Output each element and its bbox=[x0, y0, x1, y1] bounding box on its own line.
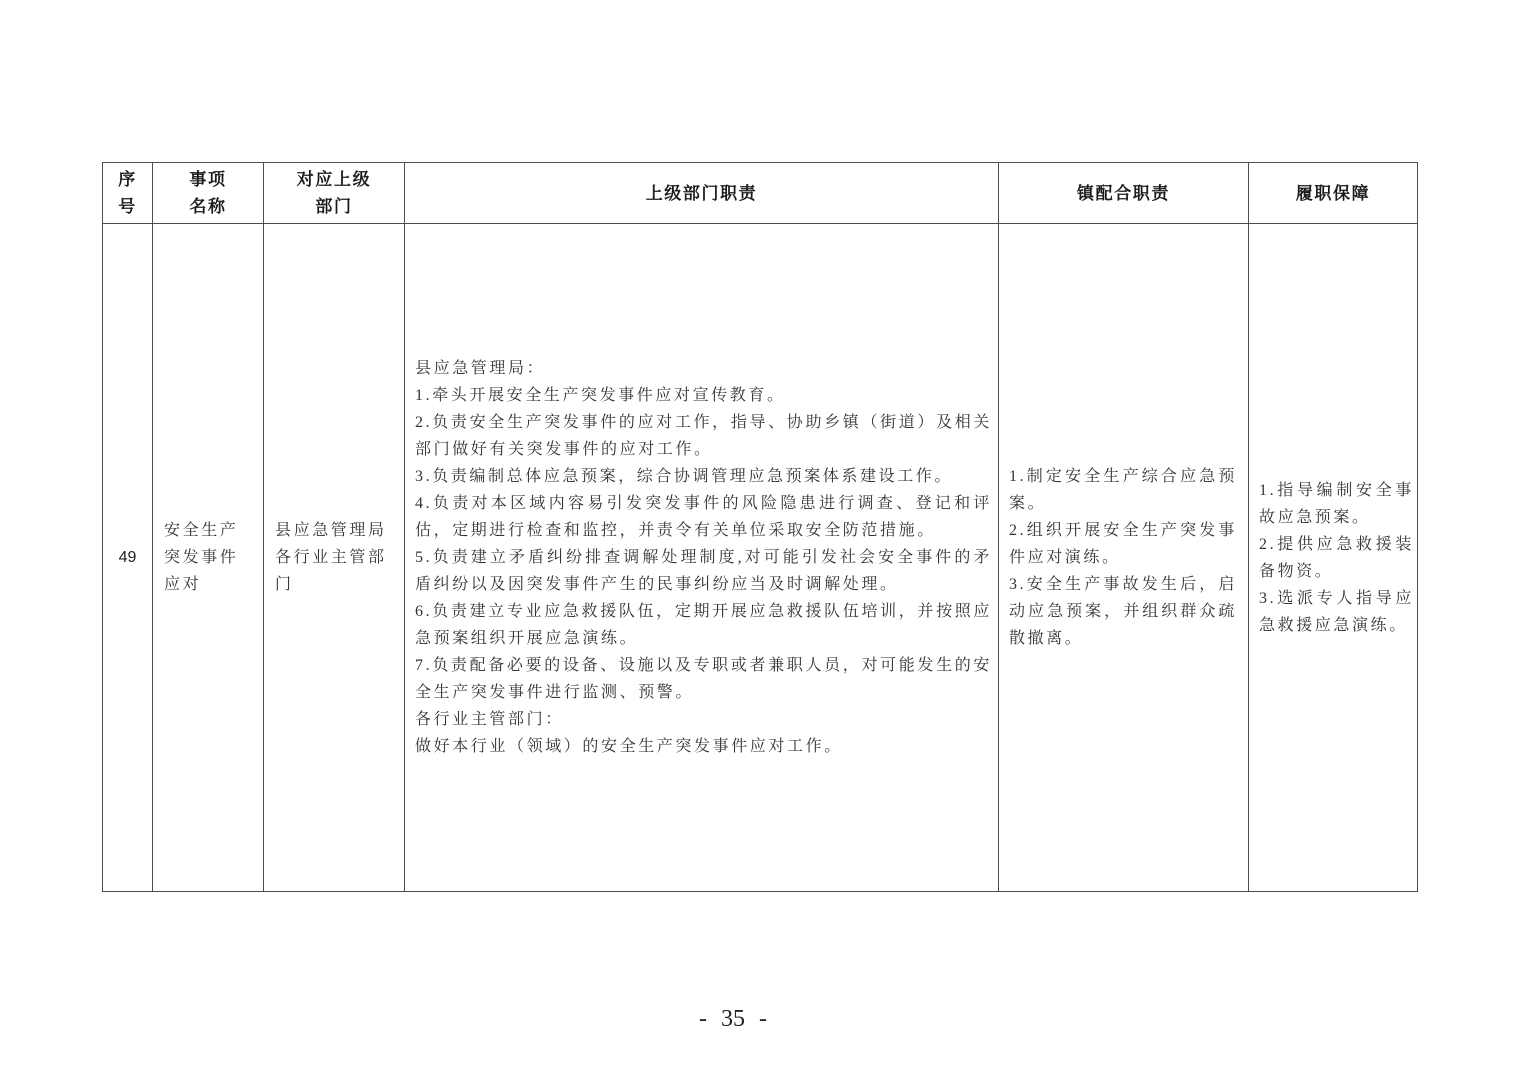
header-town-duties-label: 镇配合职责 bbox=[1077, 183, 1170, 203]
row-superior-dept: 县应急管理局各行业主管部门 bbox=[275, 522, 387, 593]
duty-paragraph: 6.负责建立专业应急救援队伍，定期开展应急救援队伍培训，并按照应急预案组织开展应急演练。 bbox=[415, 603, 992, 647]
duty-paragraph: 5.负责建立矛盾纠纷排查调解处理制度,对可能引发社会安全事件的矛盾纠纷以及因突发事件产生的民事纠纷应当及时调解处理。 bbox=[415, 549, 992, 593]
duty-section-heading: 县应急管理局： bbox=[415, 360, 546, 377]
row-item-name: 安全生产突发事件应对 bbox=[164, 522, 239, 593]
header-cell-item-name bbox=[152, 162, 263, 223]
duty-paragraph: 2.负责安全生产突发事件的应对工作，指导、协助乡镇（街道）及相关部门做好有关突发事件的应对工作。 bbox=[415, 414, 992, 458]
row-seq: 49 bbox=[118, 549, 137, 566]
duty-table bbox=[102, 162, 1418, 892]
row-seq-cell bbox=[102, 223, 152, 892]
duty-paragraph: 3.负责编制总体应急预案，综合协调管理应急预案体系建设工作。 bbox=[415, 468, 954, 485]
header-superior-duties-label: 上级部门职责 bbox=[645, 183, 758, 203]
town-duty-paragraph: 2.组织开展安全生产突发事件应对演练。 bbox=[1009, 522, 1237, 566]
header-superior-dept-label: 对应上级部门 bbox=[296, 170, 372, 216]
header-cell-guarantee bbox=[1248, 162, 1418, 223]
header-item-name-label: 事项名称 bbox=[189, 170, 227, 216]
row-superior-duties-cell bbox=[404, 223, 998, 892]
row-town-duties-cell bbox=[998, 223, 1248, 892]
header-guarantee-label: 履职保障 bbox=[1295, 183, 1371, 203]
duty-paragraph: 1.牵头开展安全生产突发事件应对宣传教育。 bbox=[415, 387, 786, 404]
header-cell-superior-dept bbox=[263, 162, 404, 223]
row-guarantee-cell bbox=[1248, 223, 1418, 892]
page-number: - 35 - bbox=[699, 1006, 767, 1032]
header-cell-town-duties bbox=[998, 162, 1248, 223]
row-superior-dept-cell bbox=[263, 223, 404, 892]
header-cell-superior-duties bbox=[404, 162, 998, 223]
guarantee-paragraph: 2.提供应急救援装备物资。 bbox=[1259, 535, 1414, 580]
town-duty-paragraph: 1.制定安全生产综合应急预案。 bbox=[1009, 468, 1237, 512]
guarantee-paragraph: 1.指导编制安全事故应急预案。 bbox=[1259, 481, 1414, 526]
header-seq-label: 序号 bbox=[118, 170, 137, 216]
duty-paragraph: 4.负责对本区域内容易引发突发事件的风险隐患进行调查、登记和评估，定期进行检查和监控，并责令有关单位采取安全防范措施。 bbox=[415, 495, 992, 539]
town-duty-paragraph: 3.安全生产事故发生后，启动应急预案，并组织群众疏散撤离。 bbox=[1009, 576, 1237, 647]
duty-paragraph: 做好本行业（领域）的安全生产突发事件应对工作。 bbox=[415, 738, 843, 755]
duty-paragraph: 7.负责配备必要的设备、设施以及专职或者兼职人员，对可能发生的安全生产突发事件进行监测、预警。 bbox=[415, 657, 992, 701]
duty-section-heading: 各行业主管部门： bbox=[415, 711, 564, 728]
header-cell-seq bbox=[102, 162, 152, 223]
row-item-name-cell bbox=[152, 223, 263, 892]
guarantee-paragraph: 3.选派专人指导应急救援应急演练。 bbox=[1259, 589, 1414, 634]
